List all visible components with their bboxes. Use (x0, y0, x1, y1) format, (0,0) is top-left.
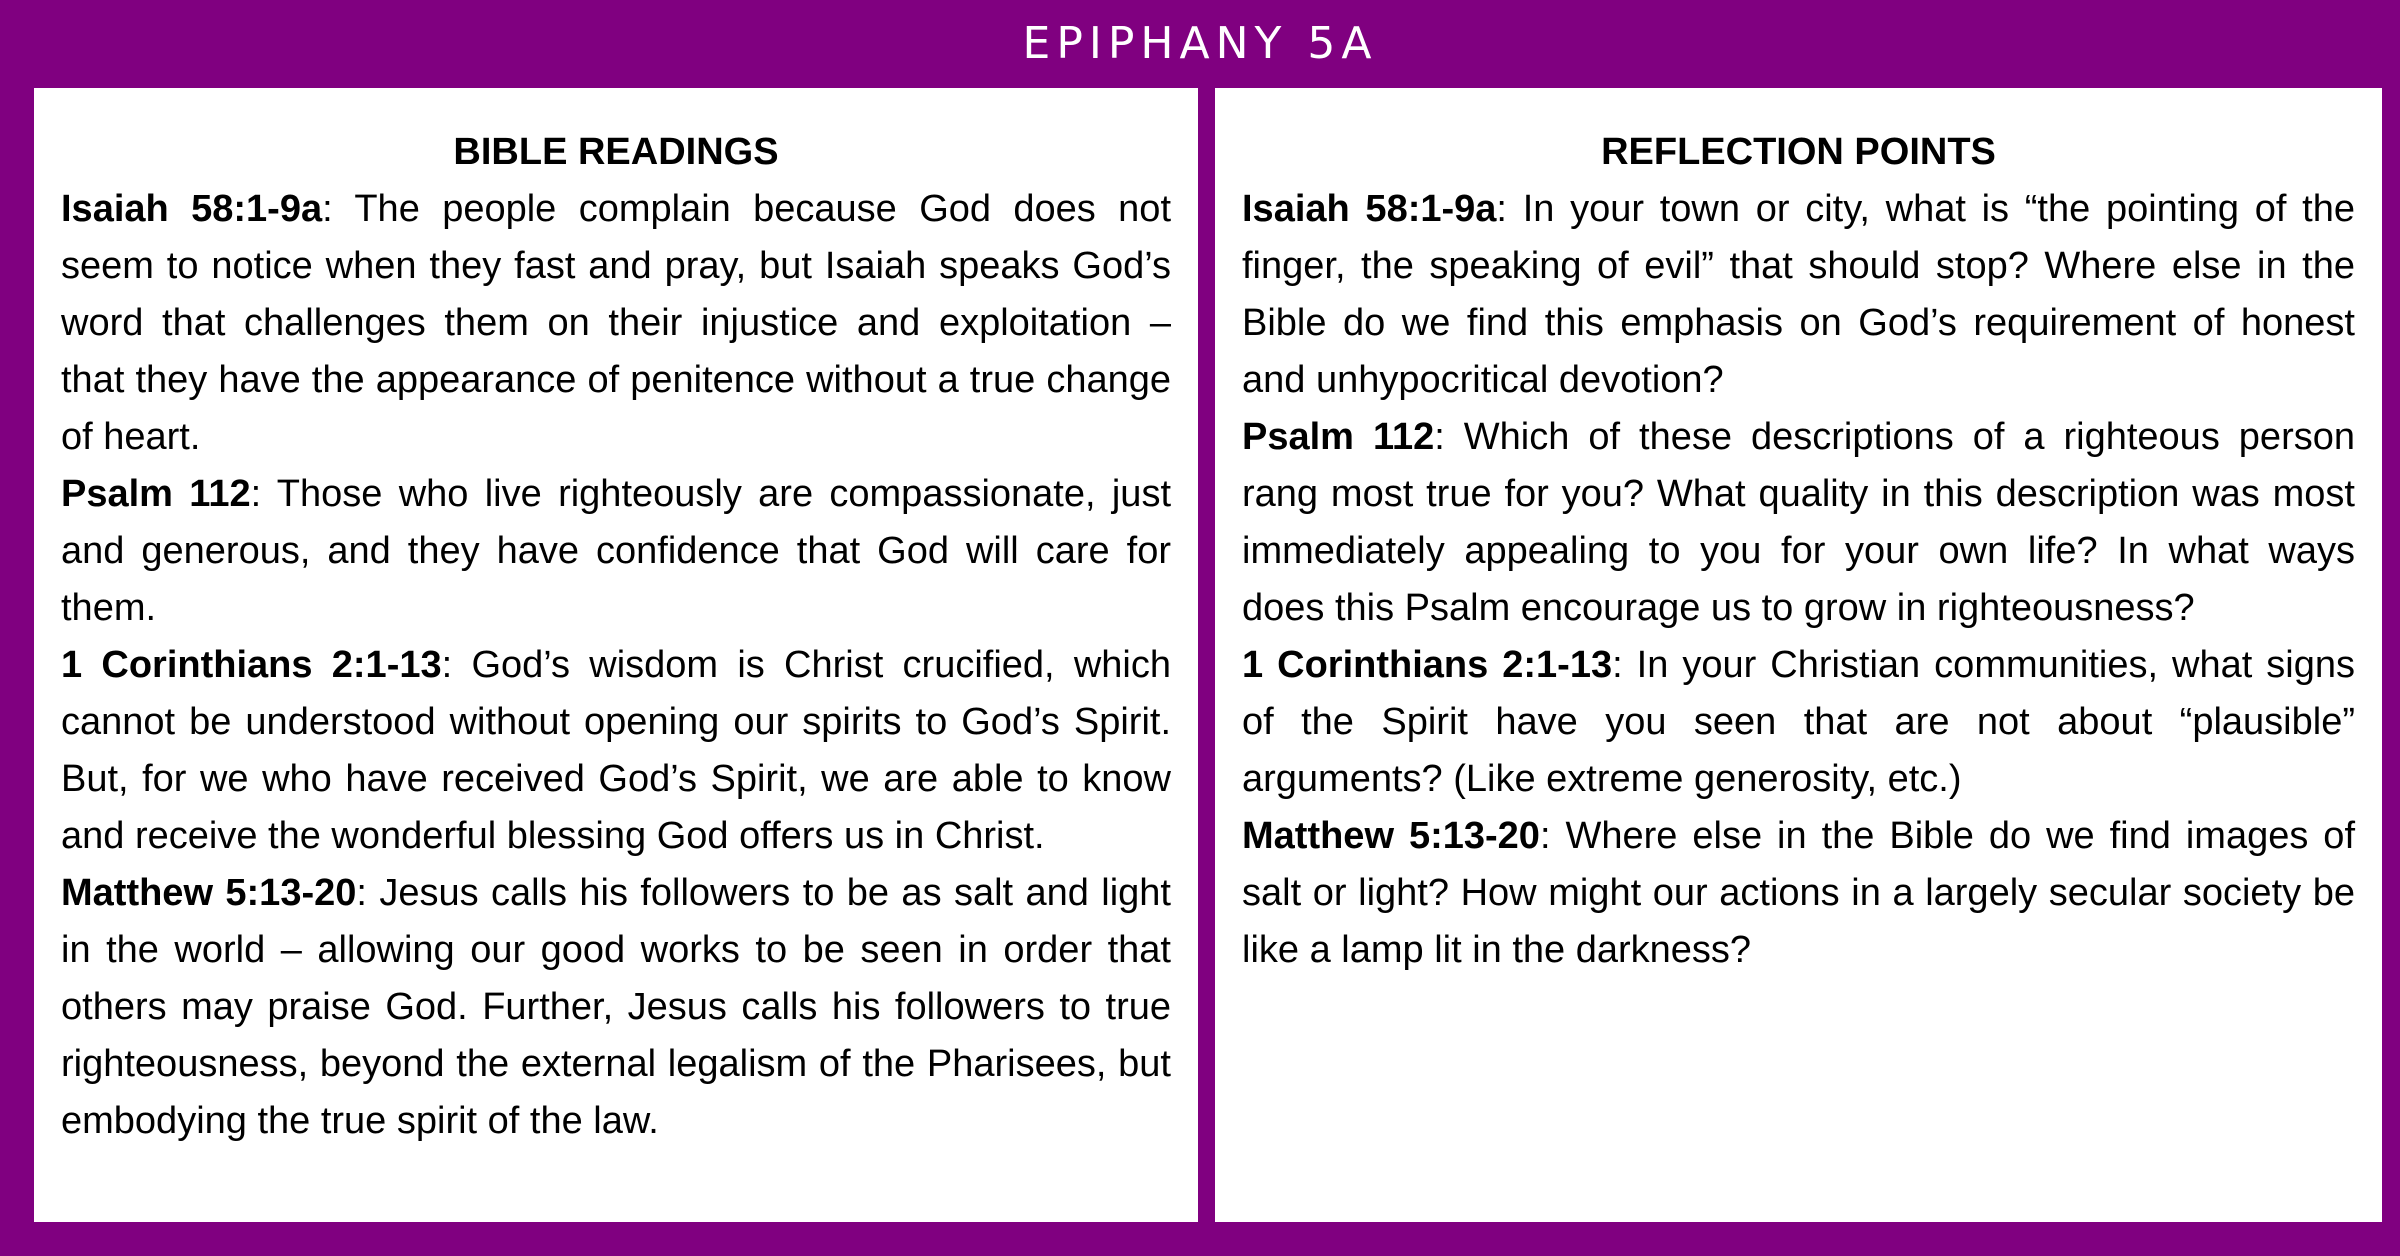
reading-reference: Matthew 5:13-20 (61, 872, 357, 914)
reading-entry-psalm (61, 466, 1171, 637)
reflection-entry-isaiah (1242, 181, 2355, 409)
reflection-entry-corinthians (1242, 637, 2355, 808)
reflection-reference: Isaiah 58:1-9a (1242, 188, 1497, 230)
reflection-points-heading: REFLECTION POINTS (1601, 131, 1996, 173)
reading-reference: Psalm 112 (61, 473, 251, 515)
reflection-entry-psalm (1242, 409, 2355, 637)
reading-entry-matthew (61, 865, 1171, 1150)
reading-summary: : God’s wisdom is Christ crucified, which cannot be understood without opening our spirits to God’s Spirit. But, for we who have received God’s Spirit, we are able to know and receive the wonderful blessing God offers us in Christ. (61, 644, 1172, 857)
reflection-reference: Psalm 112 (1242, 416, 1435, 458)
reading-summary: : Jesus calls his followers to be as salt and light in the world – allowing our good works to be seen in order that others may praise God. Further, Jesus calls his followers to true righteousness, beyond the external legalism of the Pharisees, but embodying the true spirit of the law. (61, 872, 1171, 1142)
reading-reference: 1 Corinthians 2:1-13 (61, 644, 442, 686)
reading-entry-corinthians (61, 637, 1171, 865)
reflection-entry-matthew (1242, 808, 2355, 979)
reflection-question: : In your Christian communities, what signs of the Spirit have you seen that are not about “plausible” arguments? (Like extreme generosity, etc.) (1242, 644, 2355, 800)
reading-summary: : Those who live righteously are compassionate, just and generous, and they have confidence that God will care for them. (61, 473, 1171, 629)
reading-summary: : The people complain because God does not seem to notice when they fast and pray, but Isaiah speaks God’s word that challenges them on their injustice and exploitation – that they have the appearance of penitence without a true change of heart. (61, 188, 1171, 458)
reading-reference: Isaiah 58:1-9a (61, 188, 323, 230)
reflection-question: : Where else in the Bible do we find images of salt or light? How might our actions in a largely secular society be like a lamp lit in the darkness? (1242, 815, 2355, 971)
reflection-question: : In your town or city, what is “the pointing of the finger, the speaking of evil” that should stop? Where else in the Bible do we find this emphasis on God’s requirement of honest and unhypocritical devotion? (1242, 188, 2355, 401)
reflection-reference: 1 Corinthians 2:1-13 (1242, 644, 1613, 686)
reading-entry-isaiah (61, 181, 1171, 466)
bible-readings-heading: BIBLE READINGS (453, 131, 779, 173)
page-title: EPIPHANY 5A (1022, 18, 1378, 69)
reflection-question: : Which of these descriptions of a righteous person rang most true for you? What quality in this description was most immediately appealing to you for your own life? In what ways does this Psalm encourage us to grow in righteousness? (1242, 416, 2355, 629)
bible-readings-panel (34, 88, 1198, 1222)
reflection-points-panel (1215, 88, 2382, 1222)
reflection-reference: Matthew 5:13-20 (1242, 815, 1540, 857)
